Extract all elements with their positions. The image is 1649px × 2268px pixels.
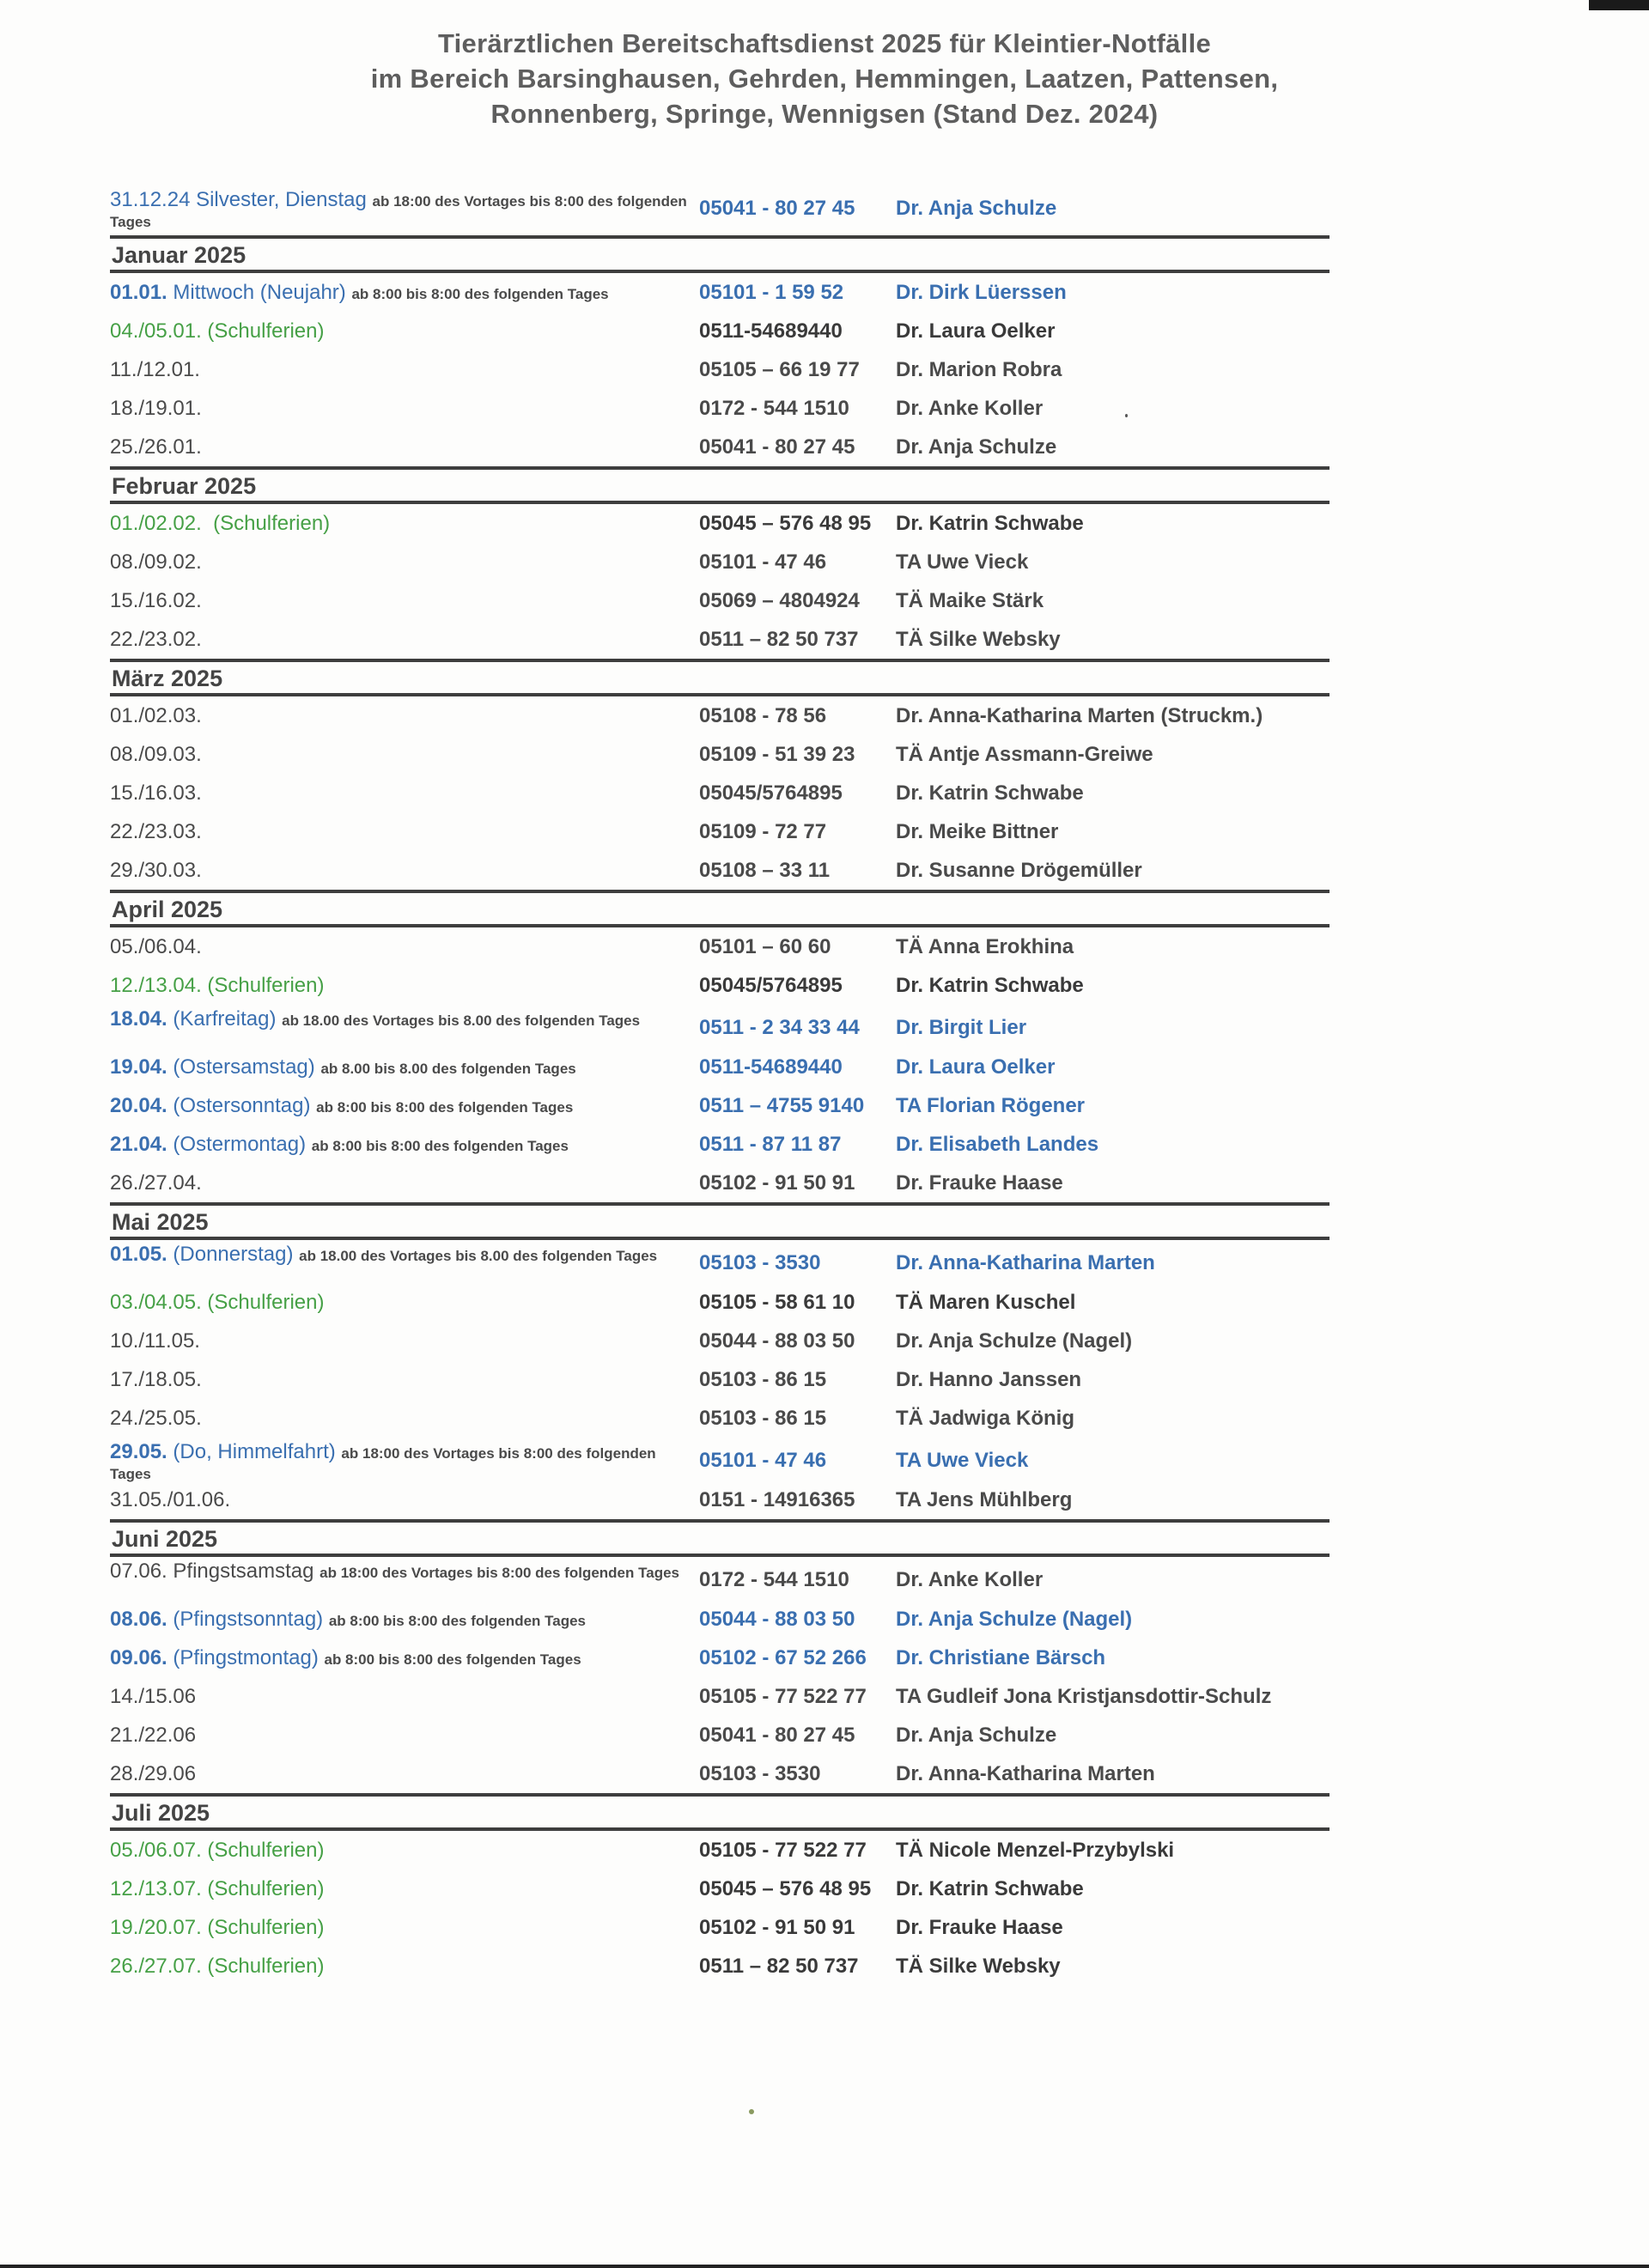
entry-day-label: (Schulferien) bbox=[201, 1916, 325, 1939]
duty-entry bbox=[110, 1048, 1330, 1086]
entry-vet-name: Dr. Laura Oelker bbox=[896, 1055, 1056, 1079]
duty-entry bbox=[110, 1870, 1330, 1908]
duty-entry bbox=[110, 1438, 1330, 1481]
entry-vet-name: Dr. Marion Robra bbox=[896, 358, 1062, 381]
entry-phone: 05044 - 88 03 50 bbox=[699, 1608, 855, 1631]
duty-entry bbox=[110, 1557, 1330, 1600]
entry-vet-name: Dr. Katrin Schwabe bbox=[896, 781, 1084, 805]
month-header bbox=[110, 890, 1330, 927]
month-header bbox=[110, 235, 1330, 273]
entry-vet-name: Dr. Laura Oelker bbox=[896, 319, 1056, 343]
entry-time-note: ab 8:00 bis 8:00 des folgenden Tages bbox=[316, 1099, 574, 1116]
entry-date: 21.04. bbox=[110, 1133, 167, 1156]
entry-date: 15./16.02. bbox=[110, 589, 202, 612]
entry-phone: 05105 - 77 522 77 bbox=[699, 1839, 867, 1862]
entry-vet-name: TÄ Maike Stärk bbox=[896, 589, 1044, 612]
duty-entry bbox=[110, 581, 1330, 620]
entry-date: 05./06.04. bbox=[110, 935, 202, 958]
entry-date: 01./02.02. bbox=[110, 512, 202, 535]
duty-entry bbox=[110, 1754, 1330, 1793]
entry-vet-name: TÄ Antje Assmann-Greiwe bbox=[896, 743, 1153, 766]
duty-entry bbox=[110, 1481, 1330, 1519]
intro-note: ab 18:00 des Vortages bis 8:00 des folgenden Tages bbox=[110, 193, 687, 230]
duty-entry bbox=[110, 1086, 1330, 1125]
entry-phone: 05045/5764895 bbox=[699, 781, 843, 805]
entry-vet-name: Dr. Meike Bittner bbox=[896, 820, 1059, 843]
entry-vet-name: TÄ Silke Websky bbox=[896, 1955, 1061, 1978]
duty-entry bbox=[110, 1716, 1330, 1754]
entry-date: 01.05. bbox=[110, 1243, 167, 1266]
duty-entry bbox=[110, 312, 1330, 350]
entry-day-label: Mittwoch (Neujahr) bbox=[167, 281, 352, 304]
entry-date: 28./29.06 bbox=[110, 1762, 197, 1785]
entry-phone: 05041 - 80 27 45 bbox=[699, 1724, 855, 1747]
entry-date: 08./09.02. bbox=[110, 550, 202, 574]
duty-entry bbox=[110, 273, 1330, 312]
entry-time-note: ab 8:00 bis 8:00 des folgenden Tages bbox=[351, 286, 609, 302]
entry-date: 24./25.05. bbox=[110, 1407, 202, 1430]
entry-phone: 05103 - 3530 bbox=[699, 1762, 821, 1785]
entry-phone: 05102 - 91 50 91 bbox=[699, 1916, 855, 1939]
entry-phone: 05103 - 3530 bbox=[699, 1251, 821, 1274]
duty-entry bbox=[110, 1283, 1330, 1322]
month-header bbox=[110, 1519, 1330, 1557]
entry-phone: 0511-54689440 bbox=[699, 319, 843, 343]
month-title: Januar 2025 bbox=[112, 242, 246, 268]
entry-vet-name: Dr. Katrin Schwabe bbox=[896, 1877, 1084, 1900]
entry-time-note: ab 8:00 bis 8:00 des folgenden Tages bbox=[311, 1138, 569, 1154]
entry-time-note: ab 8:00 bis 8:00 des folgenden Tages bbox=[324, 1651, 581, 1668]
duty-entry bbox=[110, 1164, 1330, 1202]
entry-vet-name: TA Gudleif Jona Kristjansdottir-Schulz bbox=[896, 1685, 1272, 1708]
entry-day-label: (Pfingstmontag) bbox=[167, 1646, 325, 1669]
entry-date: 04./05.01. bbox=[110, 319, 202, 343]
entry-vet-name: Dr. Katrin Schwabe bbox=[896, 512, 1084, 535]
entry-vet-name: Dr. Anna-Katharina Marten bbox=[896, 1251, 1155, 1274]
entry-phone: 05105 - 77 522 77 bbox=[699, 1685, 867, 1708]
month-header bbox=[110, 1793, 1330, 1831]
entry-phone: 05109 - 51 39 23 bbox=[699, 743, 855, 766]
entry-date: 20.04. bbox=[110, 1094, 167, 1117]
duty-entry bbox=[110, 1677, 1330, 1716]
entry-phone: 05108 – 33 11 bbox=[699, 859, 831, 882]
intro-phone: 05041 - 80 27 45 bbox=[699, 197, 855, 220]
entry-vet-name: TA Uwe Vieck bbox=[896, 550, 1029, 574]
entry-phone: 05045/5764895 bbox=[699, 974, 843, 997]
entry-vet-name: Dr. Anja Schulze (Nagel) bbox=[896, 1608, 1133, 1631]
entry-vet-name: TÄ Jadwiga König bbox=[896, 1407, 1075, 1430]
duty-entry bbox=[110, 1908, 1330, 1947]
month-title: Mai 2025 bbox=[112, 1209, 209, 1235]
entry-date: 29./30.03. bbox=[110, 859, 202, 882]
entry-phone: 05103 - 86 15 bbox=[699, 1368, 827, 1391]
entry-phone: 05102 - 67 52 266 bbox=[699, 1646, 867, 1669]
entry-date: 26./27.07. bbox=[110, 1955, 202, 1978]
header-line-3: Ronnenberg, Springe, Wennigsen (Stand Dez. 2024) bbox=[490, 99, 1159, 129]
month-title: Februar 2025 bbox=[112, 473, 257, 499]
entry-phone: 05041 - 80 27 45 bbox=[699, 435, 855, 459]
month-header bbox=[110, 1202, 1330, 1240]
entry-phone: 05069 – 4804924 bbox=[699, 589, 860, 612]
duty-entry bbox=[110, 1322, 1330, 1360]
document-header bbox=[0, 26, 1649, 131]
entry-phone: 05101 - 1 59 52 bbox=[699, 281, 844, 304]
duty-entry bbox=[110, 1600, 1330, 1639]
entry-vet-name: Dr. Dirk Lüerssen bbox=[896, 281, 1067, 304]
entry-date: 17./18.05. bbox=[110, 1368, 202, 1391]
entry-phone: 0172 - 544 1510 bbox=[699, 1568, 849, 1591]
entry-date: 14./15.06 bbox=[110, 1685, 197, 1708]
entry-phone: 0511-54689440 bbox=[699, 1055, 843, 1079]
entry-date: 09.06. bbox=[110, 1646, 167, 1669]
entry-vet-name: Dr. Christiane Bärsch bbox=[896, 1646, 1106, 1669]
intro-date: 31.12.24 Silvester, Dienstag bbox=[110, 188, 367, 211]
scan-speck bbox=[1125, 414, 1128, 417]
month-title: April 2025 bbox=[112, 897, 223, 922]
duty-entry bbox=[110, 1399, 1330, 1438]
entry-date: 18./19.01. bbox=[110, 397, 202, 420]
entry-vet-name: Dr. Anke Koller bbox=[896, 397, 1044, 420]
intro-vet-name: Dr. Anja Schulze bbox=[896, 197, 1057, 220]
month-title: März 2025 bbox=[112, 666, 223, 691]
entry-vet-name: Dr. Anke Koller bbox=[896, 1568, 1044, 1591]
header-line-2: im Bereich Barsinghausen, Gehrden, Hemmingen, Laatzen, Pattensen, bbox=[370, 64, 1279, 94]
entry-day-label: (Karfreitag) bbox=[167, 1007, 283, 1031]
entry-date: 15./16.03. bbox=[110, 781, 202, 805]
entry-phone: 05105 – 66 19 77 bbox=[699, 358, 860, 381]
entry-date: 08.06. bbox=[110, 1608, 167, 1631]
entry-date: 07.06. Pfingstsamstag bbox=[110, 1560, 314, 1583]
duty-entry bbox=[110, 350, 1330, 389]
entry-vet-name: Dr. Anna-Katharina Marten bbox=[896, 1762, 1155, 1785]
duty-entry bbox=[110, 1125, 1330, 1164]
duty-entry bbox=[110, 735, 1330, 774]
month-header bbox=[110, 466, 1330, 504]
entry-date: 22./23.03. bbox=[110, 820, 202, 843]
entry-vet-name: Dr. Hanno Janssen bbox=[896, 1368, 1082, 1391]
duty-entry bbox=[110, 1005, 1330, 1048]
entry-date: 10./11.05. bbox=[110, 1329, 200, 1353]
entry-phone: 0151 - 14916365 bbox=[699, 1488, 855, 1511]
entry-phone: 05108 - 78 56 bbox=[699, 704, 827, 727]
duty-entry bbox=[110, 389, 1330, 428]
duty-entry bbox=[110, 812, 1330, 851]
entry-day-label: (Schulferien) bbox=[201, 319, 325, 343]
entry-phone: 0511 - 2 34 33 44 bbox=[699, 1016, 860, 1039]
entry-date: 31.05./01.06. bbox=[110, 1488, 231, 1511]
entry-date: 19./20.07. bbox=[110, 1916, 202, 1939]
entry-day-label: (Schulferien) bbox=[201, 1839, 325, 1862]
entry-date: 03./04.05. bbox=[110, 1291, 202, 1314]
entry-time-note: ab 18.00 des Vortages bis 8.00 des folgenden Tages bbox=[282, 1012, 641, 1029]
entry-vet-name: Dr. Susanne Drögemüller bbox=[896, 859, 1142, 882]
entry-vet-name: Dr. Frauke Haase bbox=[896, 1171, 1063, 1195]
entry-phone: 05105 - 58 61 10 bbox=[699, 1291, 855, 1314]
duty-entry bbox=[110, 927, 1330, 966]
entry-phone: 05045 – 576 48 95 bbox=[699, 1877, 872, 1900]
entry-day-label: (Schulferien) bbox=[201, 974, 325, 997]
entry-vet-name: Dr. Anja Schulze bbox=[896, 435, 1057, 459]
scan-speck bbox=[749, 2109, 754, 2114]
entry-day-label: (Schulferien) bbox=[201, 512, 331, 535]
duty-entry bbox=[110, 1240, 1330, 1283]
entry-phone: 05101 - 47 46 bbox=[699, 550, 827, 574]
duty-entry bbox=[110, 774, 1330, 812]
entry-phone: 05109 - 72 77 bbox=[699, 820, 827, 843]
entry-phone: 05102 - 91 50 91 bbox=[699, 1171, 855, 1195]
entry-day-label: (Donnerstag) bbox=[167, 1243, 300, 1266]
entry-vet-name: TÄ Nicole Menzel-Przybylski bbox=[896, 1839, 1175, 1862]
entry-phone: 05101 – 60 60 bbox=[699, 935, 831, 958]
entry-date: 12./13.07. bbox=[110, 1877, 202, 1900]
entry-vet-name: TA Jens Mühlberg bbox=[896, 1488, 1073, 1511]
entry-date: 21./22.06 bbox=[110, 1724, 197, 1747]
entry-phone: 0511 - 87 11 87 bbox=[699, 1133, 842, 1156]
entry-vet-name: Dr. Frauke Haase bbox=[896, 1916, 1063, 1939]
duty-entry bbox=[110, 428, 1330, 466]
entry-phone: 0172 - 544 1510 bbox=[699, 397, 849, 420]
entry-phone: 05044 - 88 03 50 bbox=[699, 1329, 855, 1353]
entry-time-note: ab 8:00 bis 8:00 des folgenden Tages bbox=[328, 1613, 587, 1629]
intro-entry bbox=[110, 187, 1330, 235]
entry-day-label: (Do, Himmelfahrt) bbox=[167, 1440, 342, 1463]
entry-vet-name: Dr. Anja Schulze (Nagel) bbox=[896, 1329, 1133, 1353]
entry-date: 29.05. bbox=[110, 1440, 167, 1463]
entry-vet-name: TA Florian Rögener bbox=[896, 1094, 1086, 1117]
entry-vet-name: TA Uwe Vieck bbox=[896, 1449, 1029, 1472]
duty-schedule bbox=[110, 187, 1330, 1985]
entry-time-note: ab 8.00 bis 8.00 des folgenden Tages bbox=[320, 1061, 576, 1077]
scan-bottom-edge bbox=[0, 2265, 1649, 2268]
entry-date: 01.01. bbox=[110, 281, 167, 304]
entry-vet-name: Dr. Anja Schulze bbox=[896, 1724, 1057, 1747]
entry-date: 08./09.03. bbox=[110, 743, 202, 766]
entry-phone: 0511 – 82 50 737 bbox=[699, 1955, 859, 1978]
entry-vet-name: Dr. Birgit Lier bbox=[896, 1016, 1027, 1039]
duty-entry bbox=[110, 1947, 1330, 1985]
entry-vet-name: Dr. Anna-Katharina Marten (Struckm.) bbox=[896, 704, 1263, 727]
duty-entry bbox=[110, 1831, 1330, 1870]
entry-vet-name: TÄ Anna Erokhina bbox=[896, 935, 1074, 958]
entry-date: 11./12.01. bbox=[110, 358, 200, 381]
month-title: Juli 2025 bbox=[112, 1800, 210, 1826]
duty-entry bbox=[110, 966, 1330, 1005]
entry-vet-name: TÄ Maren Kuschel bbox=[896, 1291, 1076, 1314]
duty-entry bbox=[110, 620, 1330, 659]
entry-time-note: ab 18:00 des Vortages bis 8:00 des folgenden Tages bbox=[319, 1565, 679, 1581]
entry-date: 22./23.02. bbox=[110, 628, 202, 651]
duty-entry bbox=[110, 851, 1330, 890]
entry-date: 25./26.01. bbox=[110, 435, 202, 459]
entry-day-label: (Schulferien) bbox=[201, 1877, 325, 1900]
entry-phone: 05101 - 47 46 bbox=[699, 1449, 827, 1472]
entry-date: 26./27.04. bbox=[110, 1171, 202, 1195]
duty-entry bbox=[110, 543, 1330, 581]
entry-phone: 0511 – 82 50 737 bbox=[699, 628, 859, 651]
entry-day-label: (Ostermontag) bbox=[167, 1133, 312, 1156]
entry-vet-name: TÄ Silke Websky bbox=[896, 628, 1061, 651]
duty-entry bbox=[110, 1360, 1330, 1399]
entry-day-label: (Ostersamstag) bbox=[167, 1055, 321, 1079]
entry-time-note: ab 18:00 des Vortages bis 8:00 des folgenden Tages bbox=[110, 1445, 656, 1482]
entry-date: 01./02.03. bbox=[110, 704, 202, 727]
entry-phone: 0511 – 4755 9140 bbox=[699, 1094, 865, 1117]
duty-entry bbox=[110, 696, 1330, 735]
entry-phone: 05103 - 86 15 bbox=[699, 1407, 827, 1430]
entry-date: 12./13.04. bbox=[110, 974, 202, 997]
month-title: Juni 2025 bbox=[112, 1526, 218, 1552]
entry-vet-name: Dr. Katrin Schwabe bbox=[896, 974, 1084, 997]
entry-time-note: ab 18.00 des Vortages bis 8.00 des folgenden Tages bbox=[299, 1248, 658, 1264]
entry-date: 05./06.07. bbox=[110, 1839, 202, 1862]
month-header bbox=[110, 659, 1330, 696]
entry-day-label: (Ostersonntag) bbox=[167, 1094, 317, 1117]
entry-phone: 05045 – 576 48 95 bbox=[699, 512, 872, 535]
entry-vet-name: Dr. Elisabeth Landes bbox=[896, 1133, 1099, 1156]
entry-date: 19.04. bbox=[110, 1055, 167, 1079]
header-line-1: Tierärztlichen Bereitschaftsdienst 2025 für Kleintier-Notfälle bbox=[437, 28, 1212, 58]
duty-entry bbox=[110, 1639, 1330, 1677]
entry-day-label: (Pfingstsonntag) bbox=[167, 1608, 329, 1631]
duty-entry bbox=[110, 504, 1330, 543]
entry-date: 18.04. bbox=[110, 1007, 167, 1031]
entry-day-label: (Schulferien) bbox=[201, 1291, 325, 1314]
scan-corner-mark bbox=[1589, 0, 1649, 10]
entry-day-label: (Schulferien) bbox=[201, 1955, 325, 1978]
